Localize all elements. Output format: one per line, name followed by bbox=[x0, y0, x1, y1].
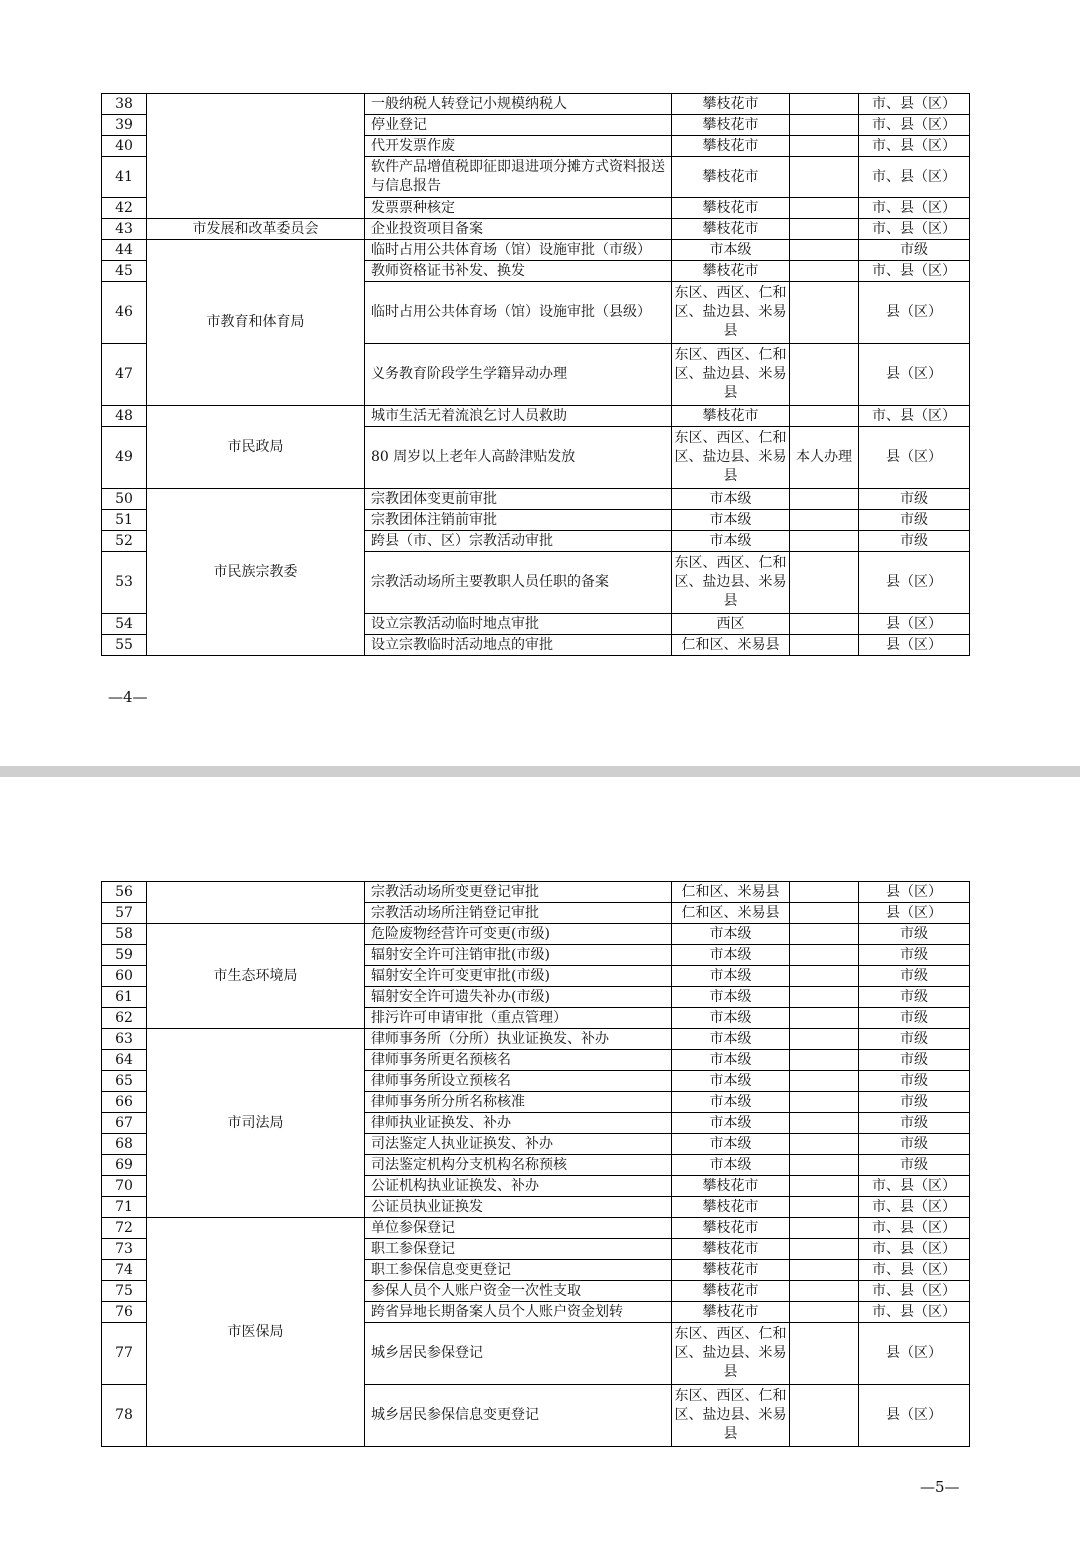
handling-area: 攀枝花市 bbox=[672, 136, 790, 157]
level: 市、县（区） bbox=[859, 406, 970, 427]
row-number: 72 bbox=[102, 1218, 147, 1239]
row-number: 63 bbox=[102, 1029, 147, 1050]
level: 县（区） bbox=[859, 882, 970, 903]
row-number: 76 bbox=[102, 1302, 147, 1323]
matter-name: 宗教活动场所主要教职人员任职的备案 bbox=[365, 552, 672, 614]
remark bbox=[790, 157, 859, 198]
row-number: 46 bbox=[102, 282, 147, 344]
level: 市、县（区） bbox=[859, 136, 970, 157]
row-number: 65 bbox=[102, 1071, 147, 1092]
department-name: 市民族宗教委 bbox=[147, 489, 365, 656]
remark bbox=[790, 1260, 859, 1281]
handling-area: 攀枝花市 bbox=[672, 219, 790, 240]
matter-name: 软件产品增值税即征即退进项分摊方式资料报送与信息报告 bbox=[365, 157, 672, 198]
department-name: 市医保局 bbox=[147, 1218, 365, 1447]
level: 市级 bbox=[859, 1134, 970, 1155]
level: 县（区） bbox=[859, 635, 970, 656]
remark bbox=[790, 903, 859, 924]
remark bbox=[790, 94, 859, 115]
level: 市、县（区） bbox=[859, 1260, 970, 1281]
level: 市级 bbox=[859, 531, 970, 552]
level: 市级 bbox=[859, 966, 970, 987]
level: 市级 bbox=[859, 1050, 970, 1071]
row-number: 48 bbox=[102, 406, 147, 427]
remark bbox=[790, 1134, 859, 1155]
matter-name: 停业登记 bbox=[365, 115, 672, 136]
matter-name: 设立宗教活动临时地点审批 bbox=[365, 614, 672, 635]
remark bbox=[790, 1113, 859, 1134]
row-number: 70 bbox=[102, 1176, 147, 1197]
remark bbox=[790, 1197, 859, 1218]
row-number: 75 bbox=[102, 1281, 147, 1302]
handling-area: 攀枝花市 bbox=[672, 1218, 790, 1239]
row-number: 68 bbox=[102, 1134, 147, 1155]
matter-name: 宗教团体变更前审批 bbox=[365, 489, 672, 510]
level: 市级 bbox=[859, 1029, 970, 1050]
row-number: 50 bbox=[102, 489, 147, 510]
page-5 bbox=[0, 777, 1080, 1554]
handling-area: 市本级 bbox=[672, 1134, 790, 1155]
matter-name: 排污许可申请审批（重点管理） bbox=[365, 1008, 672, 1029]
handling-area: 东区、西区、仁和区、盐边县、米易县 bbox=[672, 1385, 790, 1447]
handling-area: 攀枝花市 bbox=[672, 406, 790, 427]
remark bbox=[790, 987, 859, 1008]
level: 市级 bbox=[859, 1155, 970, 1176]
row-number: 52 bbox=[102, 531, 147, 552]
row-number: 45 bbox=[102, 261, 147, 282]
matter-name: 教师资格证书补发、换发 bbox=[365, 261, 672, 282]
department-name: 市民政局 bbox=[147, 406, 365, 489]
matter-name: 律师事务所更名预核名 bbox=[365, 1050, 672, 1071]
handling-area: 市本级 bbox=[672, 924, 790, 945]
level: 市级 bbox=[859, 1008, 970, 1029]
row-number: 60 bbox=[102, 966, 147, 987]
department-name: 市司法局 bbox=[147, 1029, 365, 1218]
remark bbox=[790, 1008, 859, 1029]
remark bbox=[790, 219, 859, 240]
remark bbox=[790, 1323, 859, 1385]
department-name: 市发展和改革委员会 bbox=[147, 219, 365, 240]
level: 市级 bbox=[859, 489, 970, 510]
table-row bbox=[102, 94, 970, 115]
handling-area: 东区、西区、仁和区、盐边县、米易县 bbox=[672, 1323, 790, 1385]
level: 市、县（区） bbox=[859, 198, 970, 219]
row-number: 61 bbox=[102, 987, 147, 1008]
row-number: 78 bbox=[102, 1385, 147, 1447]
level: 市、县（区） bbox=[859, 1239, 970, 1260]
handling-area: 仁和区、米易县 bbox=[672, 903, 790, 924]
matter-name: 发票票种核定 bbox=[365, 198, 672, 219]
page-4 bbox=[0, 0, 1080, 766]
level: 市级 bbox=[859, 240, 970, 261]
level: 县（区） bbox=[859, 344, 970, 406]
remark bbox=[790, 531, 859, 552]
level: 市、县（区） bbox=[859, 115, 970, 136]
row-number: 53 bbox=[102, 552, 147, 614]
row-number: 67 bbox=[102, 1113, 147, 1134]
matter-name: 律师事务所分所名称核准 bbox=[365, 1092, 672, 1113]
matter-name: 城乡居民参保登记 bbox=[365, 1323, 672, 1385]
handling-area: 市本级 bbox=[672, 945, 790, 966]
matter-name: 职工参保登记 bbox=[365, 1239, 672, 1260]
matter-name: 公证机构执业证换发、补办 bbox=[365, 1176, 672, 1197]
matter-name: 律师执业证换发、补办 bbox=[365, 1113, 672, 1134]
handling-area: 市本级 bbox=[672, 489, 790, 510]
level: 市、县（区） bbox=[859, 1302, 970, 1323]
level: 市、县（区） bbox=[859, 219, 970, 240]
table-row bbox=[102, 489, 970, 510]
remark bbox=[790, 945, 859, 966]
row-number: 73 bbox=[102, 1239, 147, 1260]
handling-area: 攀枝花市 bbox=[672, 1260, 790, 1281]
remark bbox=[790, 136, 859, 157]
matter-name: 宗教活动场所变更登记审批 bbox=[365, 882, 672, 903]
matter-name: 参保人员个人账户资金一次性支取 bbox=[365, 1281, 672, 1302]
handling-area: 市本级 bbox=[672, 1071, 790, 1092]
matter-name: 公证员执业证换发 bbox=[365, 1197, 672, 1218]
handling-area: 攀枝花市 bbox=[672, 115, 790, 136]
row-number: 66 bbox=[102, 1092, 147, 1113]
row-number: 43 bbox=[102, 219, 147, 240]
level: 县（区） bbox=[859, 614, 970, 635]
handling-area: 市本级 bbox=[672, 510, 790, 531]
remark bbox=[790, 115, 859, 136]
matter-name: 80 周岁以上老年人高龄津贴发放 bbox=[365, 427, 672, 489]
row-number: 62 bbox=[102, 1008, 147, 1029]
level: 市、县（区） bbox=[859, 261, 970, 282]
handling-area: 市本级 bbox=[672, 987, 790, 1008]
handling-area: 仁和区、米易县 bbox=[672, 882, 790, 903]
row-number: 74 bbox=[102, 1260, 147, 1281]
handling-area: 西区 bbox=[672, 614, 790, 635]
level: 县（区） bbox=[859, 282, 970, 344]
handling-area: 市本级 bbox=[672, 1113, 790, 1134]
matter-name: 司法鉴定机构分支机构名称预核 bbox=[365, 1155, 672, 1176]
level: 市、县（区） bbox=[859, 1218, 970, 1239]
handling-area: 市本级 bbox=[672, 1092, 790, 1113]
matter-name: 律师事务所（分所）执业证换发、补办 bbox=[365, 1029, 672, 1050]
matter-name: 宗教团体注销前审批 bbox=[365, 510, 672, 531]
remark bbox=[790, 1302, 859, 1323]
remark bbox=[790, 1092, 859, 1113]
row-number: 69 bbox=[102, 1155, 147, 1176]
remark bbox=[790, 240, 859, 261]
department-cell bbox=[147, 882, 365, 924]
handling-area: 攀枝花市 bbox=[672, 157, 790, 198]
remark bbox=[790, 882, 859, 903]
remark bbox=[790, 614, 859, 635]
handling-area: 攀枝花市 bbox=[672, 261, 790, 282]
row-number: 56 bbox=[102, 882, 147, 903]
handling-area: 市本级 bbox=[672, 1008, 790, 1029]
level: 市级 bbox=[859, 1113, 970, 1134]
remark bbox=[790, 489, 859, 510]
department-name: 市教育和体育局 bbox=[147, 240, 365, 406]
matters-table-page-4 bbox=[101, 93, 970, 656]
level: 县（区） bbox=[859, 552, 970, 614]
handling-area: 东区、西区、仁和区、盐边县、米易县 bbox=[672, 282, 790, 344]
department-name: 市生态环境局 bbox=[147, 924, 365, 1029]
level: 市级 bbox=[859, 1071, 970, 1092]
remark bbox=[790, 406, 859, 427]
remark: 本人办理 bbox=[790, 427, 859, 489]
table-row bbox=[102, 924, 970, 945]
remark bbox=[790, 261, 859, 282]
row-number: 44 bbox=[102, 240, 147, 261]
matter-name: 义务教育阶段学生学籍异动办理 bbox=[365, 344, 672, 406]
table-row bbox=[102, 219, 970, 240]
handling-area: 东区、西区、仁和区、盐边县、米易县 bbox=[672, 552, 790, 614]
row-number: 64 bbox=[102, 1050, 147, 1071]
handling-area: 攀枝花市 bbox=[672, 1176, 790, 1197]
handling-area: 攀枝花市 bbox=[672, 198, 790, 219]
remark bbox=[790, 510, 859, 531]
row-number: 39 bbox=[102, 115, 147, 136]
row-number: 55 bbox=[102, 635, 147, 656]
remark bbox=[790, 1281, 859, 1302]
handling-area: 攀枝花市 bbox=[672, 1302, 790, 1323]
matter-name: 城市生活无着流浪乞讨人员救助 bbox=[365, 406, 672, 427]
row-number: 71 bbox=[102, 1197, 147, 1218]
handling-area: 市本级 bbox=[672, 966, 790, 987]
level: 市、县（区） bbox=[859, 1197, 970, 1218]
handling-area: 攀枝花市 bbox=[672, 1281, 790, 1302]
level: 市、县（区） bbox=[859, 157, 970, 198]
matter-name: 辐射安全许可注销审批(市级) bbox=[365, 945, 672, 966]
remark bbox=[790, 924, 859, 945]
matter-name: 代开发票作废 bbox=[365, 136, 672, 157]
remark bbox=[790, 1071, 859, 1092]
level: 县（区） bbox=[859, 903, 970, 924]
row-number: 54 bbox=[102, 614, 147, 635]
table-row bbox=[102, 882, 970, 903]
table-row bbox=[102, 240, 970, 261]
level: 县（区） bbox=[859, 427, 970, 489]
matter-name: 一般纳税人转登记小规模纳税人 bbox=[365, 94, 672, 115]
department-cell bbox=[147, 94, 365, 219]
handling-area: 市本级 bbox=[672, 1029, 790, 1050]
remark bbox=[790, 552, 859, 614]
matter-name: 临时占用公共体育场（馆）设施审批（县级） bbox=[365, 282, 672, 344]
page-separator bbox=[0, 766, 1080, 777]
matter-name: 城乡居民参保信息变更登记 bbox=[365, 1385, 672, 1447]
handling-area: 东区、西区、仁和区、盐边县、米易县 bbox=[672, 427, 790, 489]
handling-area: 攀枝花市 bbox=[672, 1239, 790, 1260]
remark bbox=[790, 966, 859, 987]
matter-name: 临时占用公共体育场（馆）设施审批（市级） bbox=[365, 240, 672, 261]
level: 市级 bbox=[859, 510, 970, 531]
level: 市、县（区） bbox=[859, 94, 970, 115]
matter-name: 宗教活动场所注销登记审批 bbox=[365, 903, 672, 924]
row-number: 38 bbox=[102, 94, 147, 115]
level: 市级 bbox=[859, 924, 970, 945]
level: 县（区） bbox=[859, 1385, 970, 1447]
row-number: 49 bbox=[102, 427, 147, 489]
table-row bbox=[102, 406, 970, 427]
page-number: —5— bbox=[920, 1478, 960, 1496]
handling-area: 市本级 bbox=[672, 1155, 790, 1176]
table-row bbox=[102, 1218, 970, 1239]
row-number: 40 bbox=[102, 136, 147, 157]
remark bbox=[790, 198, 859, 219]
matter-name: 设立宗教临时活动地点的审批 bbox=[365, 635, 672, 656]
row-number: 47 bbox=[102, 344, 147, 406]
remark bbox=[790, 1050, 859, 1071]
row-number: 41 bbox=[102, 157, 147, 198]
handling-area: 市本级 bbox=[672, 1050, 790, 1071]
matter-name: 单位参保登记 bbox=[365, 1218, 672, 1239]
matter-name: 辐射安全许可遗失补办(市级) bbox=[365, 987, 672, 1008]
handling-area: 东区、西区、仁和区、盐边县、米易县 bbox=[672, 344, 790, 406]
handling-area: 仁和区、米易县 bbox=[672, 635, 790, 656]
handling-area: 市本级 bbox=[672, 531, 790, 552]
remark bbox=[790, 1218, 859, 1239]
row-number: 42 bbox=[102, 198, 147, 219]
table-row bbox=[102, 1029, 970, 1050]
remark bbox=[790, 635, 859, 656]
handling-area: 攀枝花市 bbox=[672, 1197, 790, 1218]
row-number: 59 bbox=[102, 945, 147, 966]
row-number: 58 bbox=[102, 924, 147, 945]
level: 县（区） bbox=[859, 1323, 970, 1385]
matter-name: 跨县（市、区）宗教活动审批 bbox=[365, 531, 672, 552]
remark bbox=[790, 1239, 859, 1260]
remark bbox=[790, 1155, 859, 1176]
matter-name: 企业投资项目备案 bbox=[365, 219, 672, 240]
level: 市级 bbox=[859, 987, 970, 1008]
matter-name: 跨省异地长期备案人员个人账户资金划转 bbox=[365, 1302, 672, 1323]
remark bbox=[790, 282, 859, 344]
level: 市级 bbox=[859, 1092, 970, 1113]
handling-area: 市本级 bbox=[672, 240, 790, 261]
row-number: 77 bbox=[102, 1323, 147, 1385]
matter-name: 律师事务所设立预核名 bbox=[365, 1071, 672, 1092]
remark bbox=[790, 1176, 859, 1197]
page-number: —4— bbox=[108, 688, 148, 706]
level: 市、县（区） bbox=[859, 1281, 970, 1302]
remark bbox=[790, 1029, 859, 1050]
row-number: 57 bbox=[102, 903, 147, 924]
matter-name: 职工参保信息变更登记 bbox=[365, 1260, 672, 1281]
matters-table-page-5 bbox=[101, 881, 970, 1447]
level: 市、县（区） bbox=[859, 1176, 970, 1197]
matter-name: 危险废物经营许可变更(市级) bbox=[365, 924, 672, 945]
remark bbox=[790, 1385, 859, 1447]
level: 市级 bbox=[859, 945, 970, 966]
matter-name: 司法鉴定人执业证换发、补办 bbox=[365, 1134, 672, 1155]
row-number: 51 bbox=[102, 510, 147, 531]
handling-area: 攀枝花市 bbox=[672, 94, 790, 115]
matter-name: 辐射安全许可变更审批(市级) bbox=[365, 966, 672, 987]
remark bbox=[790, 344, 859, 406]
